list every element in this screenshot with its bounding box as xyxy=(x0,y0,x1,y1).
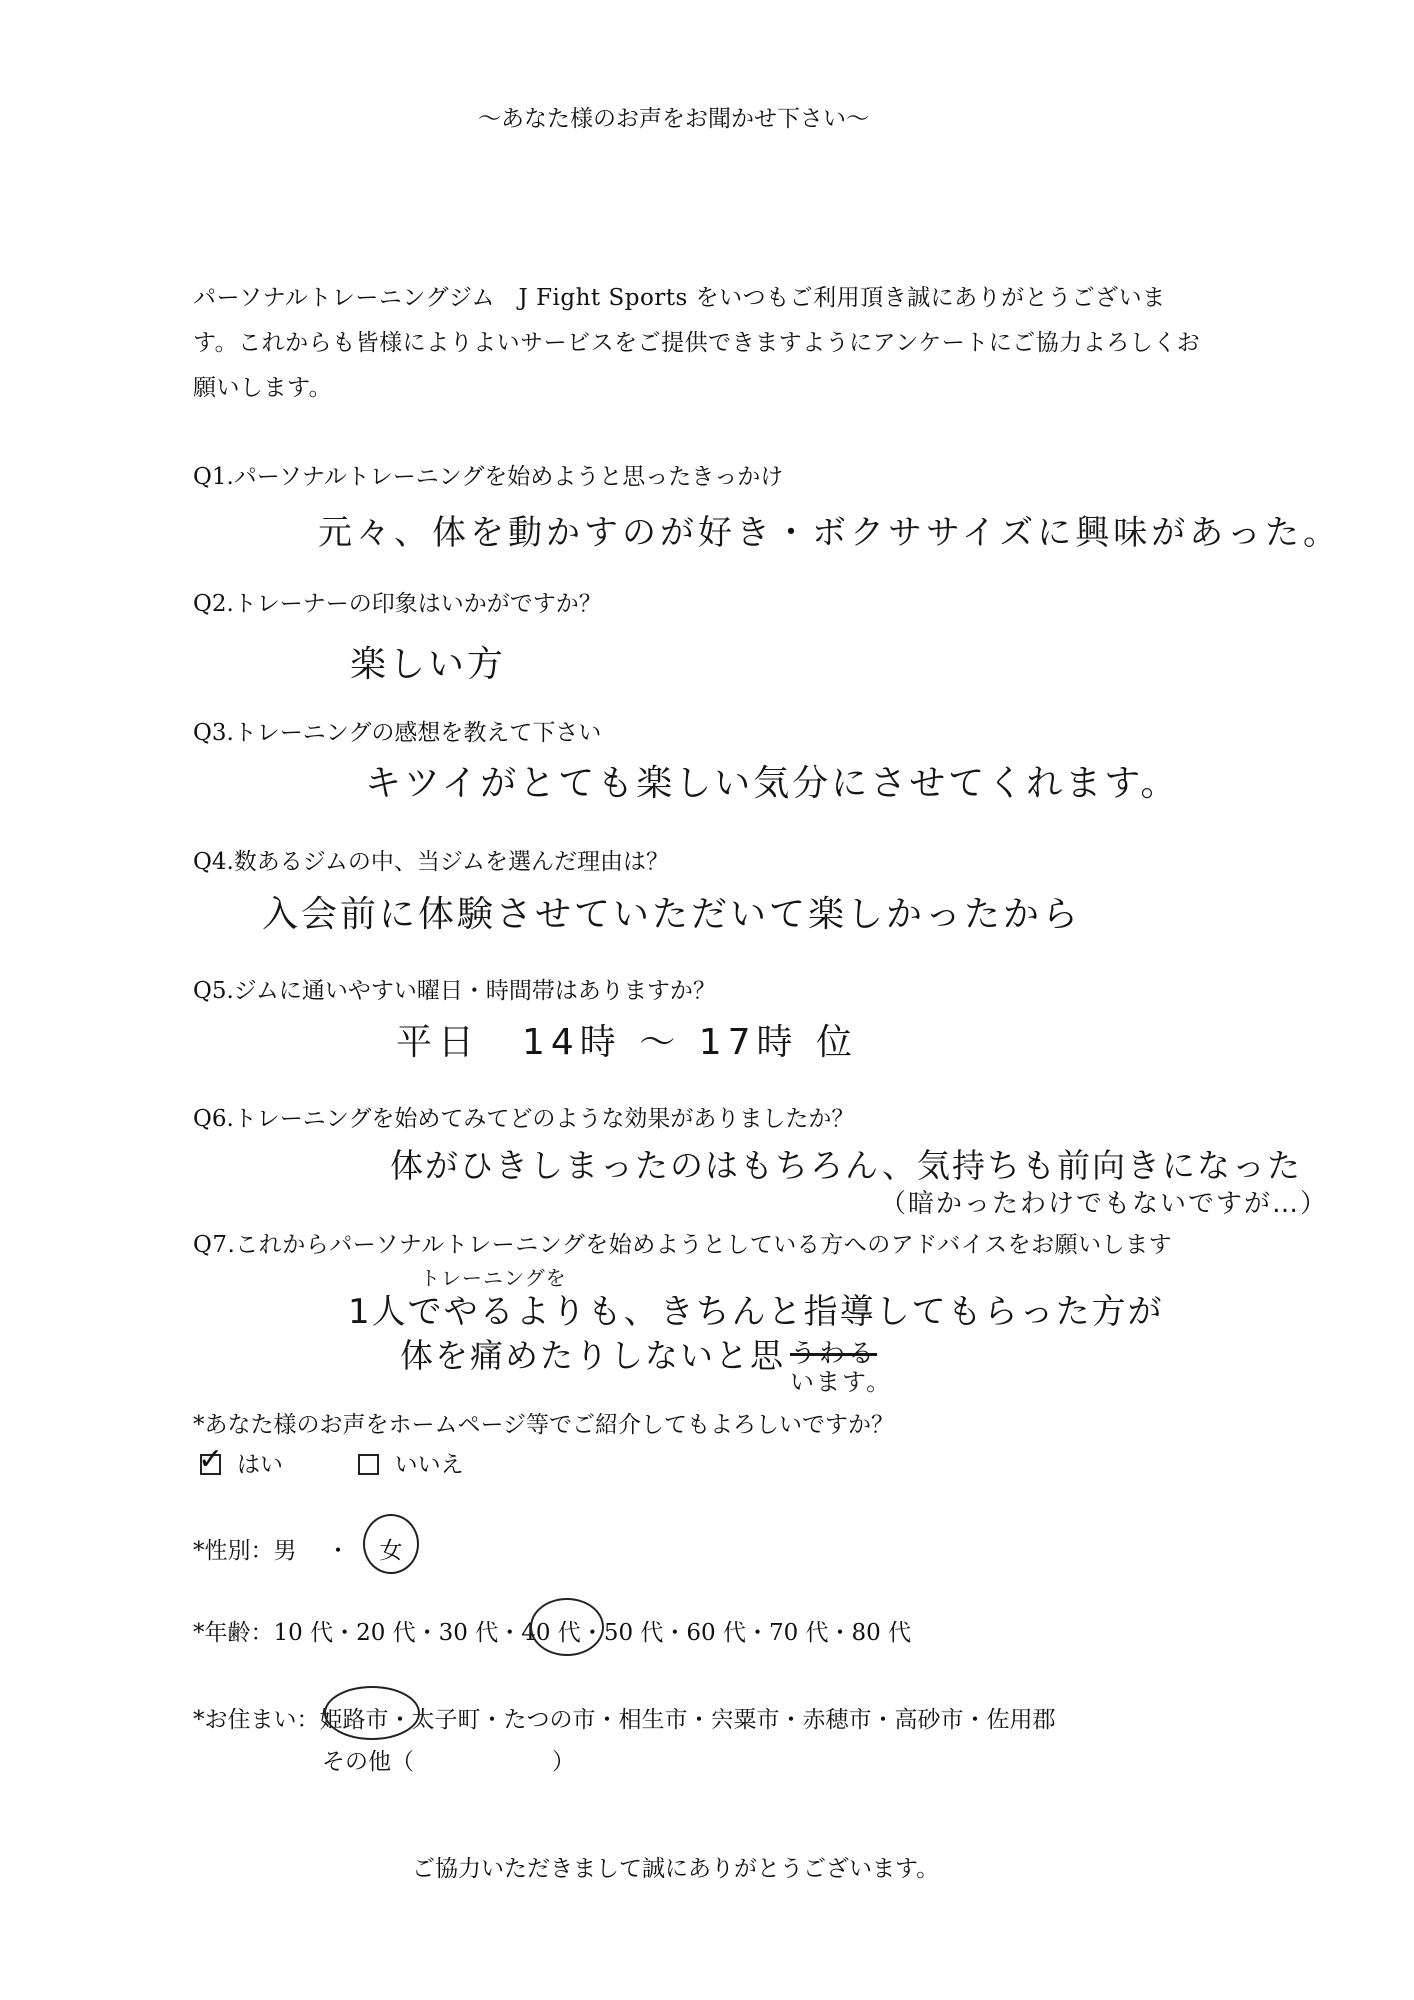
answer-7: 1人でやるよりも、きちんと指導してもらった方が xyxy=(348,1292,1164,1332)
age-option[interactable]: 80 代 xyxy=(851,1620,912,1646)
answer-6: 体がひきしまったのはもちろん、気持ちも前向きになった xyxy=(390,1146,1302,1185)
gender-selection-circle xyxy=(363,1514,419,1574)
answer-7-insertion: トレーニングを xyxy=(420,1266,567,1290)
question-3: Q3.トレーニングの感想を教えて下さい xyxy=(193,720,602,746)
residence-option[interactable]: 高砂市 xyxy=(894,1707,964,1733)
check-icon: ✓ xyxy=(198,1442,224,1477)
consent-no-checkbox[interactable] xyxy=(358,1454,379,1475)
gender-label: *性別： xyxy=(193,1538,274,1564)
age-selection-circle xyxy=(530,1598,604,1656)
age-row: *年齢：10 代・20 代・30 代・40 代・50 代・60 代・70 代・80 代 xyxy=(193,1620,912,1646)
residence-option[interactable]: 佐用郡 xyxy=(986,1707,1056,1733)
age-option[interactable]: 60 代 xyxy=(686,1620,746,1646)
residence-option[interactable]: 宍粟市 xyxy=(710,1707,780,1733)
question-6: Q6.トレーニングを始めてみてどのような効果がありましたか？ xyxy=(193,1106,855,1132)
answer-3: キツイがとても楽しい気分にさせてくれます。 xyxy=(365,763,1180,804)
residence-option[interactable]: 相生市 xyxy=(618,1707,688,1733)
closing-message: ご協力いただきまして誠にありがとうございます。 xyxy=(412,1856,940,1882)
question-5: Q5.ジムに通いやすい曜日・時間帯はありますか？ xyxy=(193,978,716,1004)
residence-option-selected[interactable]: 姫路市 xyxy=(319,1707,389,1733)
age-option[interactable]: 10 代 xyxy=(273,1620,334,1646)
consent-yes-checkbox[interactable] xyxy=(198,1442,224,1477)
residence-other: その他（ ） xyxy=(322,1749,575,1775)
residence-selection-circle xyxy=(324,1686,420,1740)
consent-no-label: いいえ xyxy=(394,1452,464,1478)
answer-2: 楽しい方 xyxy=(350,644,507,685)
consent-yes-label: はい xyxy=(237,1452,283,1478)
residence-row: *お住まい：姫路市・太子町・たつの市・相生市・宍粟市・赤穂市・高砂市・佐用郡 xyxy=(193,1707,1056,1733)
question-2: Q2.トレーナーの印象はいかがですか？ xyxy=(193,591,602,617)
answer-4: 入会前に体験させていただいて楽しかったから xyxy=(262,894,1082,935)
age-option[interactable]: 50 代 xyxy=(603,1620,664,1646)
consent-options xyxy=(198,1442,464,1479)
answer-7-struck-text: うわる xyxy=(790,1339,878,1369)
question-4: Q4.数あるジムの中、当ジムを選んだ理由は？ xyxy=(193,849,669,875)
residence-option[interactable]: 赤穂市 xyxy=(802,1707,872,1733)
gender-option-male[interactable]: 男 xyxy=(273,1538,297,1564)
answer-6-note: （暗かったわけでもないですが…） xyxy=(880,1189,1329,1219)
gender-option-female[interactable]: 女 xyxy=(379,1538,403,1564)
consent-question: *あなた様のお声をホームページ等でご紹介してもよろしいですか？ xyxy=(193,1412,895,1438)
gender-separator: ・ xyxy=(326,1538,350,1564)
answer-7-line-2: 体を痛めたりしないと思 xyxy=(400,1336,785,1375)
question-1: Q1.パーソナルトレーニングを始めようと思ったきっかけ xyxy=(193,464,784,490)
age-option[interactable]: 70 代 xyxy=(768,1620,829,1646)
page-title: 〜あなた様のお声をお聞かせ下さい〜 xyxy=(478,106,869,132)
answer-5: 平日 14時 〜 17時 位 xyxy=(396,1022,858,1063)
answer-1: 元々、体を動かすのが好き・ボクササイズに興味があった。 xyxy=(318,513,1341,553)
intro-paragraph: パーソナルトレーニングジム J Fight Sports をいつもご利用頂き誠にありがとうございます。これからも皆様によりよいサービスをご提供できますようにアンケートにご協力よろしくお願いします。 xyxy=(193,285,1201,401)
age-option-selected[interactable]: 40 代 xyxy=(521,1620,581,1646)
age-option[interactable]: 20 代 xyxy=(356,1620,416,1646)
residence-option[interactable]: たつの市 xyxy=(503,1707,596,1733)
residence-label: *お住まい： xyxy=(193,1707,320,1733)
question-7: Q7.これからパーソナルトレーニングを始めようとしている方へのアドバイスをお願いします xyxy=(193,1232,1173,1258)
age-option[interactable]: 30 代 xyxy=(438,1620,499,1646)
age-label: *年齢： xyxy=(193,1620,274,1646)
answer-7-line-2-end: います。 xyxy=(790,1368,893,1396)
residence-option[interactable]: 太子町 xyxy=(411,1707,481,1733)
